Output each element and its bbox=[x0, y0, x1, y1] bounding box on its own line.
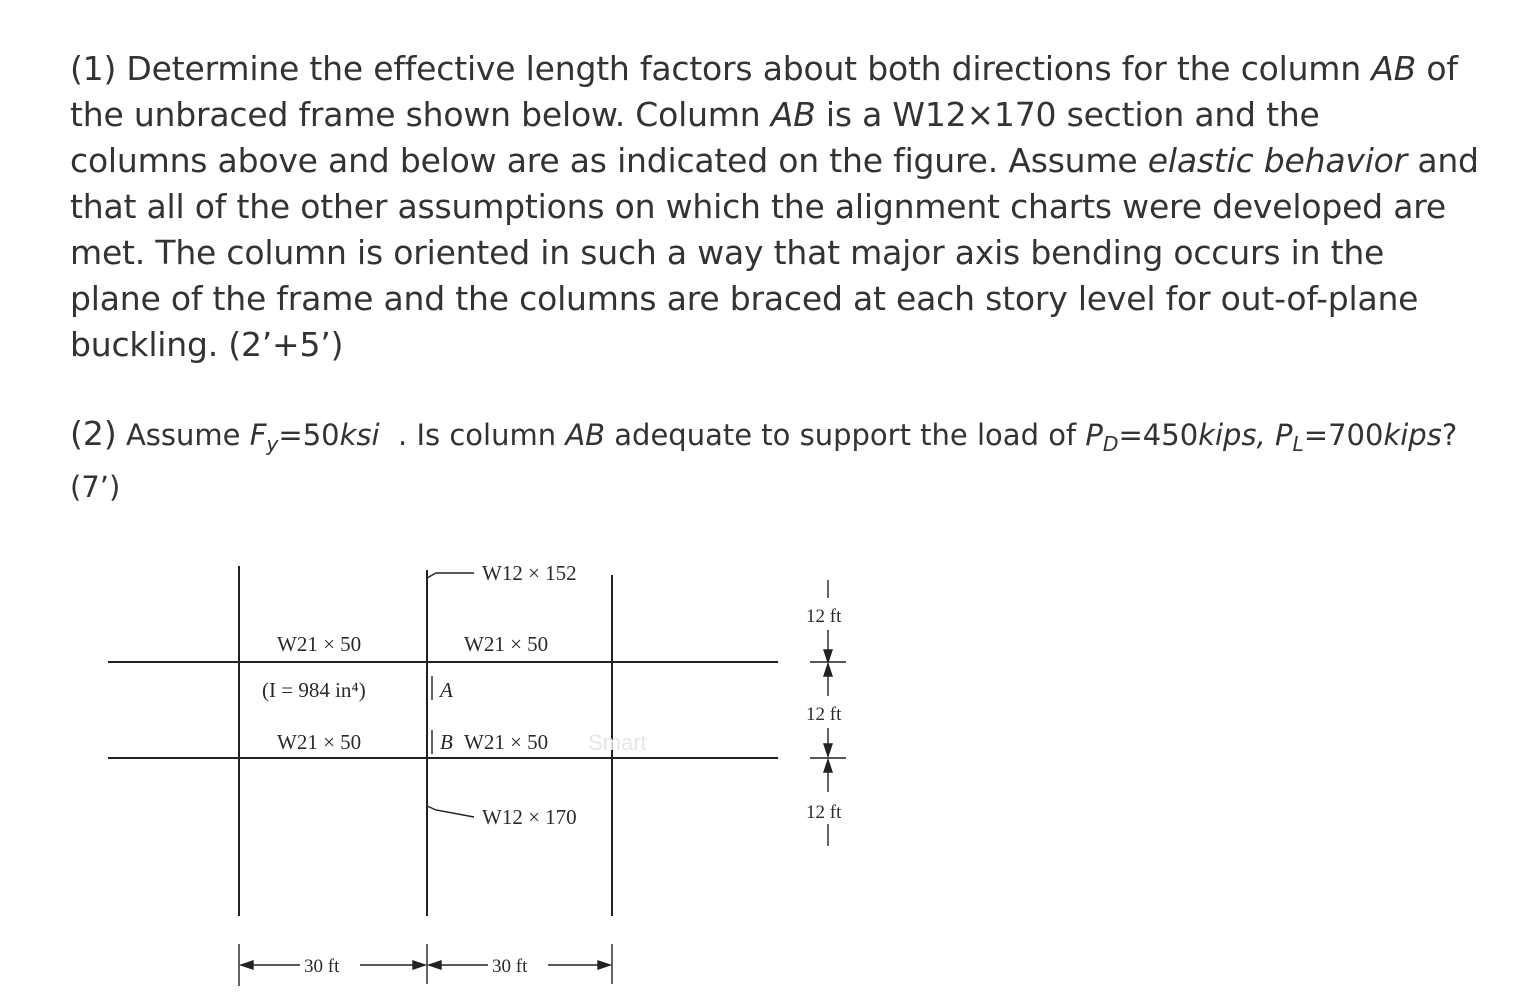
q1-line: columns above and below are as indicated on the figure. Assume elastic behavior and bbox=[70, 141, 1479, 180]
q2-points: (7’) bbox=[70, 470, 121, 504]
story-height-bottom: 12 ft bbox=[806, 802, 842, 823]
q1-line: buckling. (2’+5’) bbox=[70, 325, 344, 364]
story-height-middle: 12 ft bbox=[806, 704, 842, 725]
story-height-top: 12 ft bbox=[806, 606, 842, 627]
bay-width-right: 30 ft bbox=[492, 956, 528, 977]
beam-label-right-bottom: W21 × 50 bbox=[464, 730, 549, 754]
bay-width-left: 30 ft bbox=[304, 956, 340, 977]
inertia-note: (I = 984 in⁴) bbox=[262, 678, 366, 702]
q1-line: the unbraced frame shown below. Column AB is a W12×170 section and the bbox=[70, 95, 1320, 134]
q1-line: met. The column is oriented in such a way that major axis bending occurs in the bbox=[70, 233, 1385, 272]
beam-label-left-top: W21 × 50 bbox=[277, 632, 362, 656]
column-label-bottom: W12 × 170 bbox=[482, 805, 577, 829]
beam-label-left-bottom: W21 × 50 bbox=[277, 730, 362, 754]
column-label-top: W12 × 152 bbox=[482, 561, 577, 585]
bay-dimensions bbox=[239, 944, 612, 986]
top-column-leader bbox=[427, 573, 474, 578]
node-a-label: A bbox=[440, 678, 453, 702]
node-b-label: B bbox=[440, 730, 453, 754]
bottom-column-leader bbox=[427, 806, 474, 817]
q1-line: plane of the frame and the columns are braced at each story level for out-of-plane bbox=[70, 279, 1419, 318]
q2-line: (2) Assume $F_y=50ksi$ . Is column AB adequate to support the load of $P_D=450kips$, $P_L=700kips$? bbox=[70, 414, 1458, 457]
q1-line: that all of the other assumptions on which the alignment charts were developed are bbox=[70, 187, 1446, 226]
q1-line: (1) Determine the effective length factors about both directions for the column AB of bbox=[70, 49, 1458, 88]
watermark-text: Smart bbox=[588, 730, 647, 755]
beam-label-right-top: W21 × 50 bbox=[464, 632, 549, 656]
